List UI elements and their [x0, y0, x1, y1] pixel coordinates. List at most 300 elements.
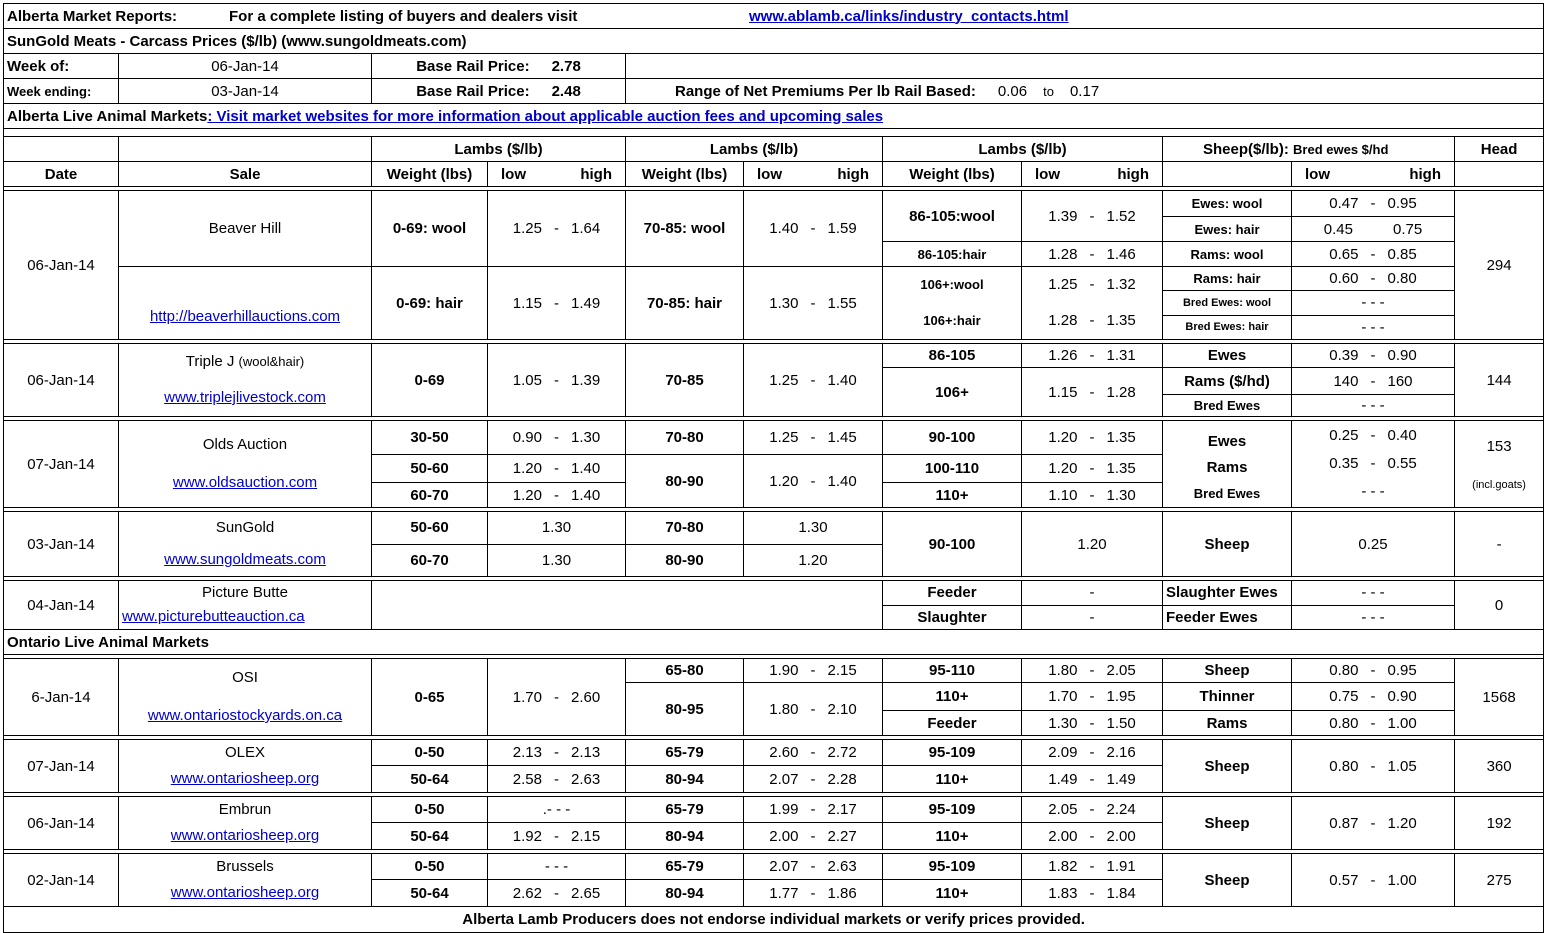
price-high: 2.13 — [571, 744, 601, 761]
price-high: 1.35 — [1106, 460, 1136, 477]
osi-sheep-p-2 — [1292, 711, 1455, 736]
price-high: 0.75 — [1393, 220, 1423, 238]
olds-p1-2 — [488, 483, 626, 508]
butte-p3-1: - — [1022, 605, 1163, 630]
base-rail-label: Base Rail Price: — [416, 57, 530, 75]
embrun-w1-1: 50-64 — [372, 823, 488, 850]
alberta-section-row — [4, 104, 1544, 129]
beaver-p1a — [488, 191, 626, 267]
beaver-p2a — [744, 191, 883, 267]
osi-p1 — [488, 659, 626, 736]
brussels-p2-0 — [744, 854, 883, 880]
range-dash: - — [1370, 245, 1376, 263]
olex-sale — [119, 740, 372, 793]
brussels-name: Brussels — [216, 858, 274, 875]
osi-w2-0: 65-80 — [626, 659, 744, 683]
osi-p3-2 — [1022, 711, 1163, 736]
low-high-header-3 — [1022, 162, 1163, 187]
triplej-url[interactable]: www.triplejlivestock.com — [164, 389, 326, 406]
sheep-header-label: Sheep($/lb): — [1203, 140, 1289, 158]
ontario-section-title: Ontario Live Animal Markets — [4, 630, 1544, 655]
price-high: 1.49 — [571, 294, 601, 312]
price-low: 1.05 — [512, 371, 542, 389]
embrun-w3-1: 110+ — [883, 823, 1022, 850]
price-low: 1.82 — [1048, 858, 1078, 875]
sungold-p2-1: 1.20 — [744, 544, 883, 577]
triplej-name: Triple J — [185, 353, 235, 370]
embrun-name: Embrun — [218, 801, 272, 818]
olex-p1-1 — [488, 766, 626, 793]
range-dash: - — [1089, 770, 1095, 788]
sungold-w2-1: 80-90 — [626, 544, 744, 577]
price-low: 1.28 — [1048, 245, 1078, 263]
price-low: 1.25 — [512, 220, 542, 237]
price-low: 0.80 — [1329, 662, 1359, 679]
range-dash: - — [810, 884, 816, 902]
beaver-sheep-p-4: - - - — [1292, 291, 1455, 315]
report-header-row — [4, 4, 1544, 29]
olex-p2-1 — [744, 766, 883, 793]
osi-w1: 0-65 — [372, 659, 488, 736]
embrun-url[interactable]: www.ontariosheep.org — [170, 827, 320, 844]
olds-head: 153 — [1486, 437, 1512, 455]
price-high: 1.40 — [571, 460, 601, 477]
low-high-header-2 — [744, 162, 883, 187]
empty-cell — [1163, 162, 1292, 187]
range-dash: - — [1089, 858, 1095, 875]
price-low: 2.62 — [512, 884, 542, 902]
price-high: 1.45 — [827, 429, 857, 446]
price-high: 1.40 — [827, 371, 857, 389]
butte-sale — [119, 581, 372, 630]
price-high: 2.72 — [827, 744, 857, 761]
price-low: 0.35 — [1329, 455, 1359, 472]
range-dash: - — [554, 770, 559, 788]
butte-sheep-0: Slaughter Ewes — [1163, 581, 1292, 606]
price-low: 2.07 — [769, 858, 799, 875]
price-low: 0.57 — [1329, 871, 1359, 889]
sheep-header — [1163, 137, 1455, 162]
empty-cell — [4, 137, 119, 162]
olds-p2-0 — [744, 421, 883, 455]
beaver-name: Beaver Hill — [119, 191, 372, 267]
price-low: 1.92 — [512, 827, 542, 845]
triplej-w3-1: 106+ — [883, 368, 1022, 417]
olds-p3-0 — [1022, 421, 1163, 455]
price-low: 0.25 — [1329, 427, 1359, 444]
beaver-date: 06-Jan-14 — [4, 191, 119, 340]
price-low: 1.26 — [1048, 347, 1078, 364]
range-dash: - — [1089, 662, 1095, 679]
sungold-head: - — [1455, 512, 1544, 577]
beaver-p3-0 — [1022, 191, 1163, 242]
osi-sale — [119, 659, 372, 736]
price-low: 1.90 — [769, 662, 799, 679]
price-low: 2.58 — [512, 770, 542, 788]
olex-p3-1 — [1022, 766, 1163, 793]
price-high: 0.55 — [1387, 455, 1417, 472]
price-high: 2.60 — [571, 688, 601, 706]
price-low: 1.83 — [1048, 884, 1078, 902]
brussels-url[interactable]: www.ontariosheep.org — [170, 884, 320, 901]
price-high: 2.17 — [827, 801, 857, 818]
olds-url[interactable]: www.oldsauction.com — [172, 474, 318, 491]
olds-p3-1 — [1022, 455, 1163, 483]
high-header: high — [580, 165, 612, 183]
olds-p2-1 — [744, 455, 883, 508]
osi-sheep-2: Rams — [1163, 711, 1292, 736]
range-dash: - — [1089, 347, 1095, 364]
range-dash: - — [810, 858, 816, 875]
week-of-date: 06-Jan-14 — [119, 54, 372, 79]
beaver-sheep-0: Ewes: wool — [1163, 191, 1292, 217]
beaver-w1a: 0-69: wool — [372, 191, 488, 267]
lambs-header-1: Lambs ($/lb) — [372, 137, 626, 162]
price-low: 0.39 — [1329, 347, 1359, 364]
triplej-w1: 0-69 — [372, 344, 488, 417]
range-dash: - — [1370, 662, 1376, 679]
price-low: 2.09 — [1048, 744, 1078, 761]
price-high: 1.05 — [1387, 757, 1417, 775]
price-high: 1.30 — [571, 429, 601, 446]
price-low: 1.25 — [769, 429, 799, 446]
olds-sheep-1: Rams — [1206, 459, 1248, 476]
triplej-sheep-0: Ewes — [1163, 344, 1292, 368]
price-low: 2.00 — [1048, 827, 1078, 845]
olds-w3-2: 110+ — [883, 483, 1022, 508]
osi-w3-2: Feeder — [883, 711, 1022, 736]
olex-w1-1: 50-64 — [372, 766, 488, 793]
price-low: 1.77 — [769, 884, 799, 902]
range-dash: - — [554, 486, 559, 504]
price-high: 1.55 — [827, 294, 857, 312]
beaver-head: 294 — [1455, 191, 1544, 340]
embrun-w3-0: 95-109 — [883, 797, 1022, 823]
market-websites-link[interactable]: : Visit market websites for more information about applicable auction fees and upcoming sales — [207, 107, 884, 125]
beaver-url[interactable]: http://beaverhillauctions.com — [149, 308, 341, 325]
beaver-sheep-1: Ewes: hair — [1163, 217, 1292, 242]
price-high: 1.46 — [1106, 245, 1136, 263]
price-low: 0.90 — [512, 429, 542, 446]
range-dash: - — [1089, 744, 1095, 761]
price-high: 2.15 — [827, 662, 857, 679]
triplej-sheep-2: Bred Ewes — [1163, 395, 1292, 417]
price-high: 1.86 — [827, 884, 857, 902]
range-dash: - — [1089, 714, 1095, 732]
range-dash: - — [1370, 871, 1376, 889]
market-report-table — [3, 3, 1544, 933]
olds-sheep-2: Bred Ewes — [1193, 486, 1261, 501]
brussels-p1-1 — [488, 880, 626, 907]
brussels-date: 02-Jan-14 — [4, 854, 119, 907]
butte-sheep-p-1: - - - — [1292, 605, 1455, 630]
price-high: 0.95 — [1387, 662, 1417, 679]
olex-p1-0 — [488, 740, 626, 766]
olds-sale — [119, 421, 372, 508]
triplej-p3-0 — [1022, 344, 1163, 368]
range-dash: - — [1370, 270, 1376, 288]
price-high: 1.59 — [827, 220, 857, 237]
osi-p3-0 — [1022, 659, 1163, 683]
sungold-p1-0: 1.30 — [488, 512, 626, 545]
butte-sheep-1: Feeder Ewes — [1163, 605, 1292, 630]
olds-w1-2: 60-70 — [372, 483, 488, 508]
range-dash: - — [554, 429, 559, 446]
beaver-sheep-2: Rams: wool — [1163, 242, 1292, 267]
sungold-w1-0: 50-60 — [372, 512, 488, 545]
high-header: high — [1409, 165, 1441, 183]
price-high: 2.63 — [571, 770, 601, 788]
price-low: 1.30 — [769, 294, 799, 312]
triplej-note: (wool&hair) — [238, 354, 305, 369]
price-high: 1.49 — [1106, 770, 1136, 788]
range-dash: - — [1089, 383, 1095, 401]
brussels-p2-1 — [744, 880, 883, 907]
olds-w2-0: 70-80 — [626, 421, 744, 455]
sale-header: Sale — [119, 162, 372, 187]
price-low: 1.80 — [769, 700, 799, 718]
price-low: 0.47 — [1329, 195, 1359, 212]
triplej-p3-1 — [1022, 368, 1163, 417]
price-low: 0.80 — [1329, 757, 1359, 775]
range-dash: - — [810, 801, 816, 818]
sungold-url[interactable]: www.sungoldmeats.com — [164, 551, 326, 568]
range-dash: - — [1370, 195, 1376, 212]
olds-w2-1: 80-90 — [626, 455, 744, 508]
olds-p1-1 — [488, 455, 626, 483]
beaver-p3-23 — [1022, 267, 1163, 340]
brussels-w1-1: 50-64 — [372, 880, 488, 907]
embrun-w1-0: 0-50 — [372, 797, 488, 823]
embrun-date: 06-Jan-14 — [4, 797, 119, 850]
net-premium-high: 0.17 — [1069, 82, 1100, 100]
price-low: 1.10 — [1048, 486, 1078, 504]
beaver-w3-23 — [883, 267, 1022, 340]
sungold-name: SunGold — [215, 519, 275, 536]
brussels-w2-0: 65-79 — [626, 854, 744, 880]
price-high: 1.84 — [1106, 884, 1136, 902]
olds-sheep-labels — [1163, 421, 1292, 508]
range-dash: - — [554, 371, 559, 389]
butte-sheep-p-0: - - - — [1292, 581, 1455, 606]
price-low: 2.60 — [769, 744, 799, 761]
range-dash: - — [1370, 688, 1376, 705]
osi-sheep-p-1 — [1292, 683, 1455, 711]
range-dash: - — [1089, 827, 1095, 845]
beaver-sheep-p-3 — [1292, 267, 1455, 291]
report-title: Alberta Market Reports: — [7, 7, 178, 25]
price-low: 1.15 — [512, 294, 542, 312]
net-premium-label: Range of Net Premiums Per lb Rail Based: — [675, 82, 976, 100]
olds-head-note: (incl.goats) — [1472, 478, 1526, 491]
price-low: 1.39 — [1048, 207, 1078, 225]
embrun-head: 192 — [1455, 797, 1544, 850]
beaver-sheep-4: Bred Ewes: wool — [1163, 291, 1292, 315]
price-high: 1.40 — [571, 486, 601, 504]
embrun-p1-0: .- - - — [488, 797, 626, 823]
price-low: 1.28 — [1048, 312, 1078, 329]
range-dash: - — [1089, 486, 1095, 504]
industry-contacts-link[interactable]: www.ablamb.ca/links/industry_contacts.html — [749, 7, 1069, 25]
spacer-row — [4, 129, 1544, 137]
base-rail-cell-2 — [372, 79, 626, 104]
price-low: 140 — [1333, 372, 1359, 390]
price-high: 0.90 — [1387, 688, 1417, 705]
olex-w1-0: 0-50 — [372, 740, 488, 766]
osi-url[interactable]: www.ontariostockyards.on.ca — [147, 707, 343, 724]
price-low: 1.25 — [769, 371, 799, 389]
butte-name: Picture Butte — [202, 584, 288, 601]
butte-w3-0: Feeder — [883, 581, 1022, 606]
olex-w3-1: 110+ — [883, 766, 1022, 793]
price-high: 2.16 — [1106, 744, 1136, 761]
beaver-w2b: 70-85: hair — [626, 267, 744, 340]
range-dash: - — [1089, 276, 1095, 293]
price-high: 0.40 — [1387, 427, 1417, 444]
price-low: 1.25 — [1048, 276, 1078, 293]
weight-header-1: Weight (lbs) — [372, 162, 488, 187]
olds-w3-0: 90-100 — [883, 421, 1022, 455]
price-high: 0.80 — [1387, 270, 1417, 288]
sungold-p3: 1.20 — [1022, 512, 1163, 577]
brussels-sheep-p — [1292, 854, 1455, 907]
price-low: 1.20 — [1048, 429, 1078, 446]
sungold-p2-0: 1.30 — [744, 512, 883, 545]
olex-w2-1: 80-94 — [626, 766, 744, 793]
base-rail-label-2: Base Rail Price: — [416, 82, 530, 100]
range-dash: - — [1370, 347, 1376, 364]
triplej-sheep-p-2: - - - — [1292, 395, 1455, 417]
range-dash: - — [1089, 884, 1095, 902]
price-low: 1.30 — [1048, 714, 1078, 732]
beaver-p3-1 — [1022, 242, 1163, 267]
embrun-p3-0 — [1022, 797, 1163, 823]
olds-w1-0: 30-50 — [372, 421, 488, 455]
disclaimer-footer: Alberta Lamb Producers does not endorse individual markets or verify prices provided. — [4, 907, 1544, 933]
olds-date: 07-Jan-14 — [4, 421, 119, 508]
price-high: 1.40 — [827, 472, 857, 490]
beaver-url-cell — [119, 267, 372, 340]
olex-url[interactable]: www.ontariosheep.org — [170, 770, 320, 787]
sungold-sheep-p: 0.25 — [1292, 512, 1455, 577]
range-dash: - — [1370, 714, 1376, 732]
price-low: 1.80 — [1048, 662, 1078, 679]
price-high: 0.85 — [1387, 245, 1417, 263]
brussels-head: 275 — [1455, 854, 1544, 907]
osi-sheep-0: Sheep — [1163, 659, 1292, 683]
lambs-header-2: Lambs ($/lb) — [626, 137, 883, 162]
embrun-p2-0 — [744, 797, 883, 823]
triplej-date: 06-Jan-14 — [4, 344, 119, 417]
price-low: 1.70 — [1048, 688, 1078, 705]
embrun-p2-1 — [744, 823, 883, 850]
beaver-w3-2: 106+:wool — [920, 277, 984, 292]
range-dash: - — [554, 744, 559, 761]
embrun-w2-1: 80-94 — [626, 823, 744, 850]
butte-w3-1: Slaughter — [883, 605, 1022, 630]
butte-p3-0: - — [1022, 581, 1163, 606]
price-low: 2.13 — [512, 744, 542, 761]
brussels-sheep: Sheep — [1163, 854, 1292, 907]
embrun-sheep: Sheep — [1163, 797, 1292, 850]
price-high: 1.50 — [1106, 714, 1136, 732]
osi-sheep-1: Thinner — [1163, 683, 1292, 711]
price-low: 1.49 — [1048, 770, 1078, 788]
price-low: 0.45 — [1323, 220, 1353, 238]
triplej-w3-0: 86-105 — [883, 344, 1022, 368]
price-high: 2.24 — [1106, 801, 1136, 818]
range-dash: - — [810, 827, 816, 845]
range-dash: - — [810, 770, 816, 788]
low-header: low — [1305, 165, 1330, 183]
triplej-sheep-p-1 — [1292, 368, 1455, 395]
alberta-section-title: Alberta Live Animal Markets — [7, 107, 208, 125]
olex-head: 360 — [1455, 740, 1544, 793]
osi-head: 1568 — [1455, 659, 1544, 736]
price-high: 2.05 — [1106, 662, 1136, 679]
osi-w3-0: 95-110 — [883, 659, 1022, 683]
beaver-w3-1: 86-105:hair — [883, 242, 1022, 267]
price-high: 2.27 — [827, 827, 857, 845]
price-low: 1.40 — [769, 220, 799, 237]
price-high: 2.65 — [571, 884, 601, 902]
price-high: 1.28 — [1106, 383, 1136, 401]
sungold-section-title: SunGold Meats - Carcass Prices ($/lb) (www.sungoldmeats.com) — [4, 29, 1544, 54]
price-low: 0.60 — [1329, 270, 1359, 288]
olds-p1-0 — [488, 421, 626, 455]
sungold-sheep: Sheep — [1163, 512, 1292, 577]
olds-name: Olds Auction — [202, 436, 288, 453]
low-header: low — [1035, 165, 1060, 183]
range-dash: - — [810, 371, 816, 389]
triplej-sale — [119, 344, 372, 417]
olex-sheep: Sheep — [1163, 740, 1292, 793]
price-high: 2.63 — [827, 858, 857, 875]
price-low: 1.15 — [1048, 383, 1078, 401]
butte-url[interactable]: www.picturebutteauction.ca — [122, 608, 305, 625]
empty-cell — [626, 54, 1544, 79]
osi-p2-1 — [744, 683, 883, 736]
base-rail-cell-1 — [372, 54, 626, 79]
range-dash: - — [810, 744, 816, 761]
beaver-w3-0: 86-105:wool — [883, 191, 1022, 242]
embrun-p1-1 — [488, 823, 626, 850]
range-dash: - — [1370, 814, 1376, 832]
beaver-sheep-p-0 — [1292, 191, 1455, 217]
triplej-sheep-1: Rams ($/hd) — [1163, 368, 1292, 395]
price-high: 2.10 — [827, 700, 857, 718]
price-low: 2.07 — [769, 770, 799, 788]
price-high: 0.90 — [1387, 347, 1417, 364]
beaver-w2a: 70-85: wool — [626, 191, 744, 267]
triplej-head: 144 — [1455, 344, 1544, 417]
brussels-sale — [119, 854, 372, 907]
sungold-date: 03-Jan-14 — [4, 512, 119, 577]
range-dash: - — [1089, 460, 1095, 477]
olds-p3-2 — [1022, 483, 1163, 508]
weight-header-2: Weight (lbs) — [626, 162, 744, 187]
price-low: 0.80 — [1329, 714, 1359, 732]
price-low: 1.20 — [769, 472, 799, 490]
price-low: 1.99 — [769, 801, 799, 818]
net-premium-cell — [626, 79, 1544, 104]
range-dash: - — [1089, 207, 1095, 225]
high-header: high — [1117, 165, 1149, 183]
olds-w1-1: 50-60 — [372, 455, 488, 483]
osi-w3-1: 110+ — [883, 683, 1022, 711]
triplej-p2 — [744, 344, 883, 417]
price-high: 1.39 — [571, 371, 601, 389]
